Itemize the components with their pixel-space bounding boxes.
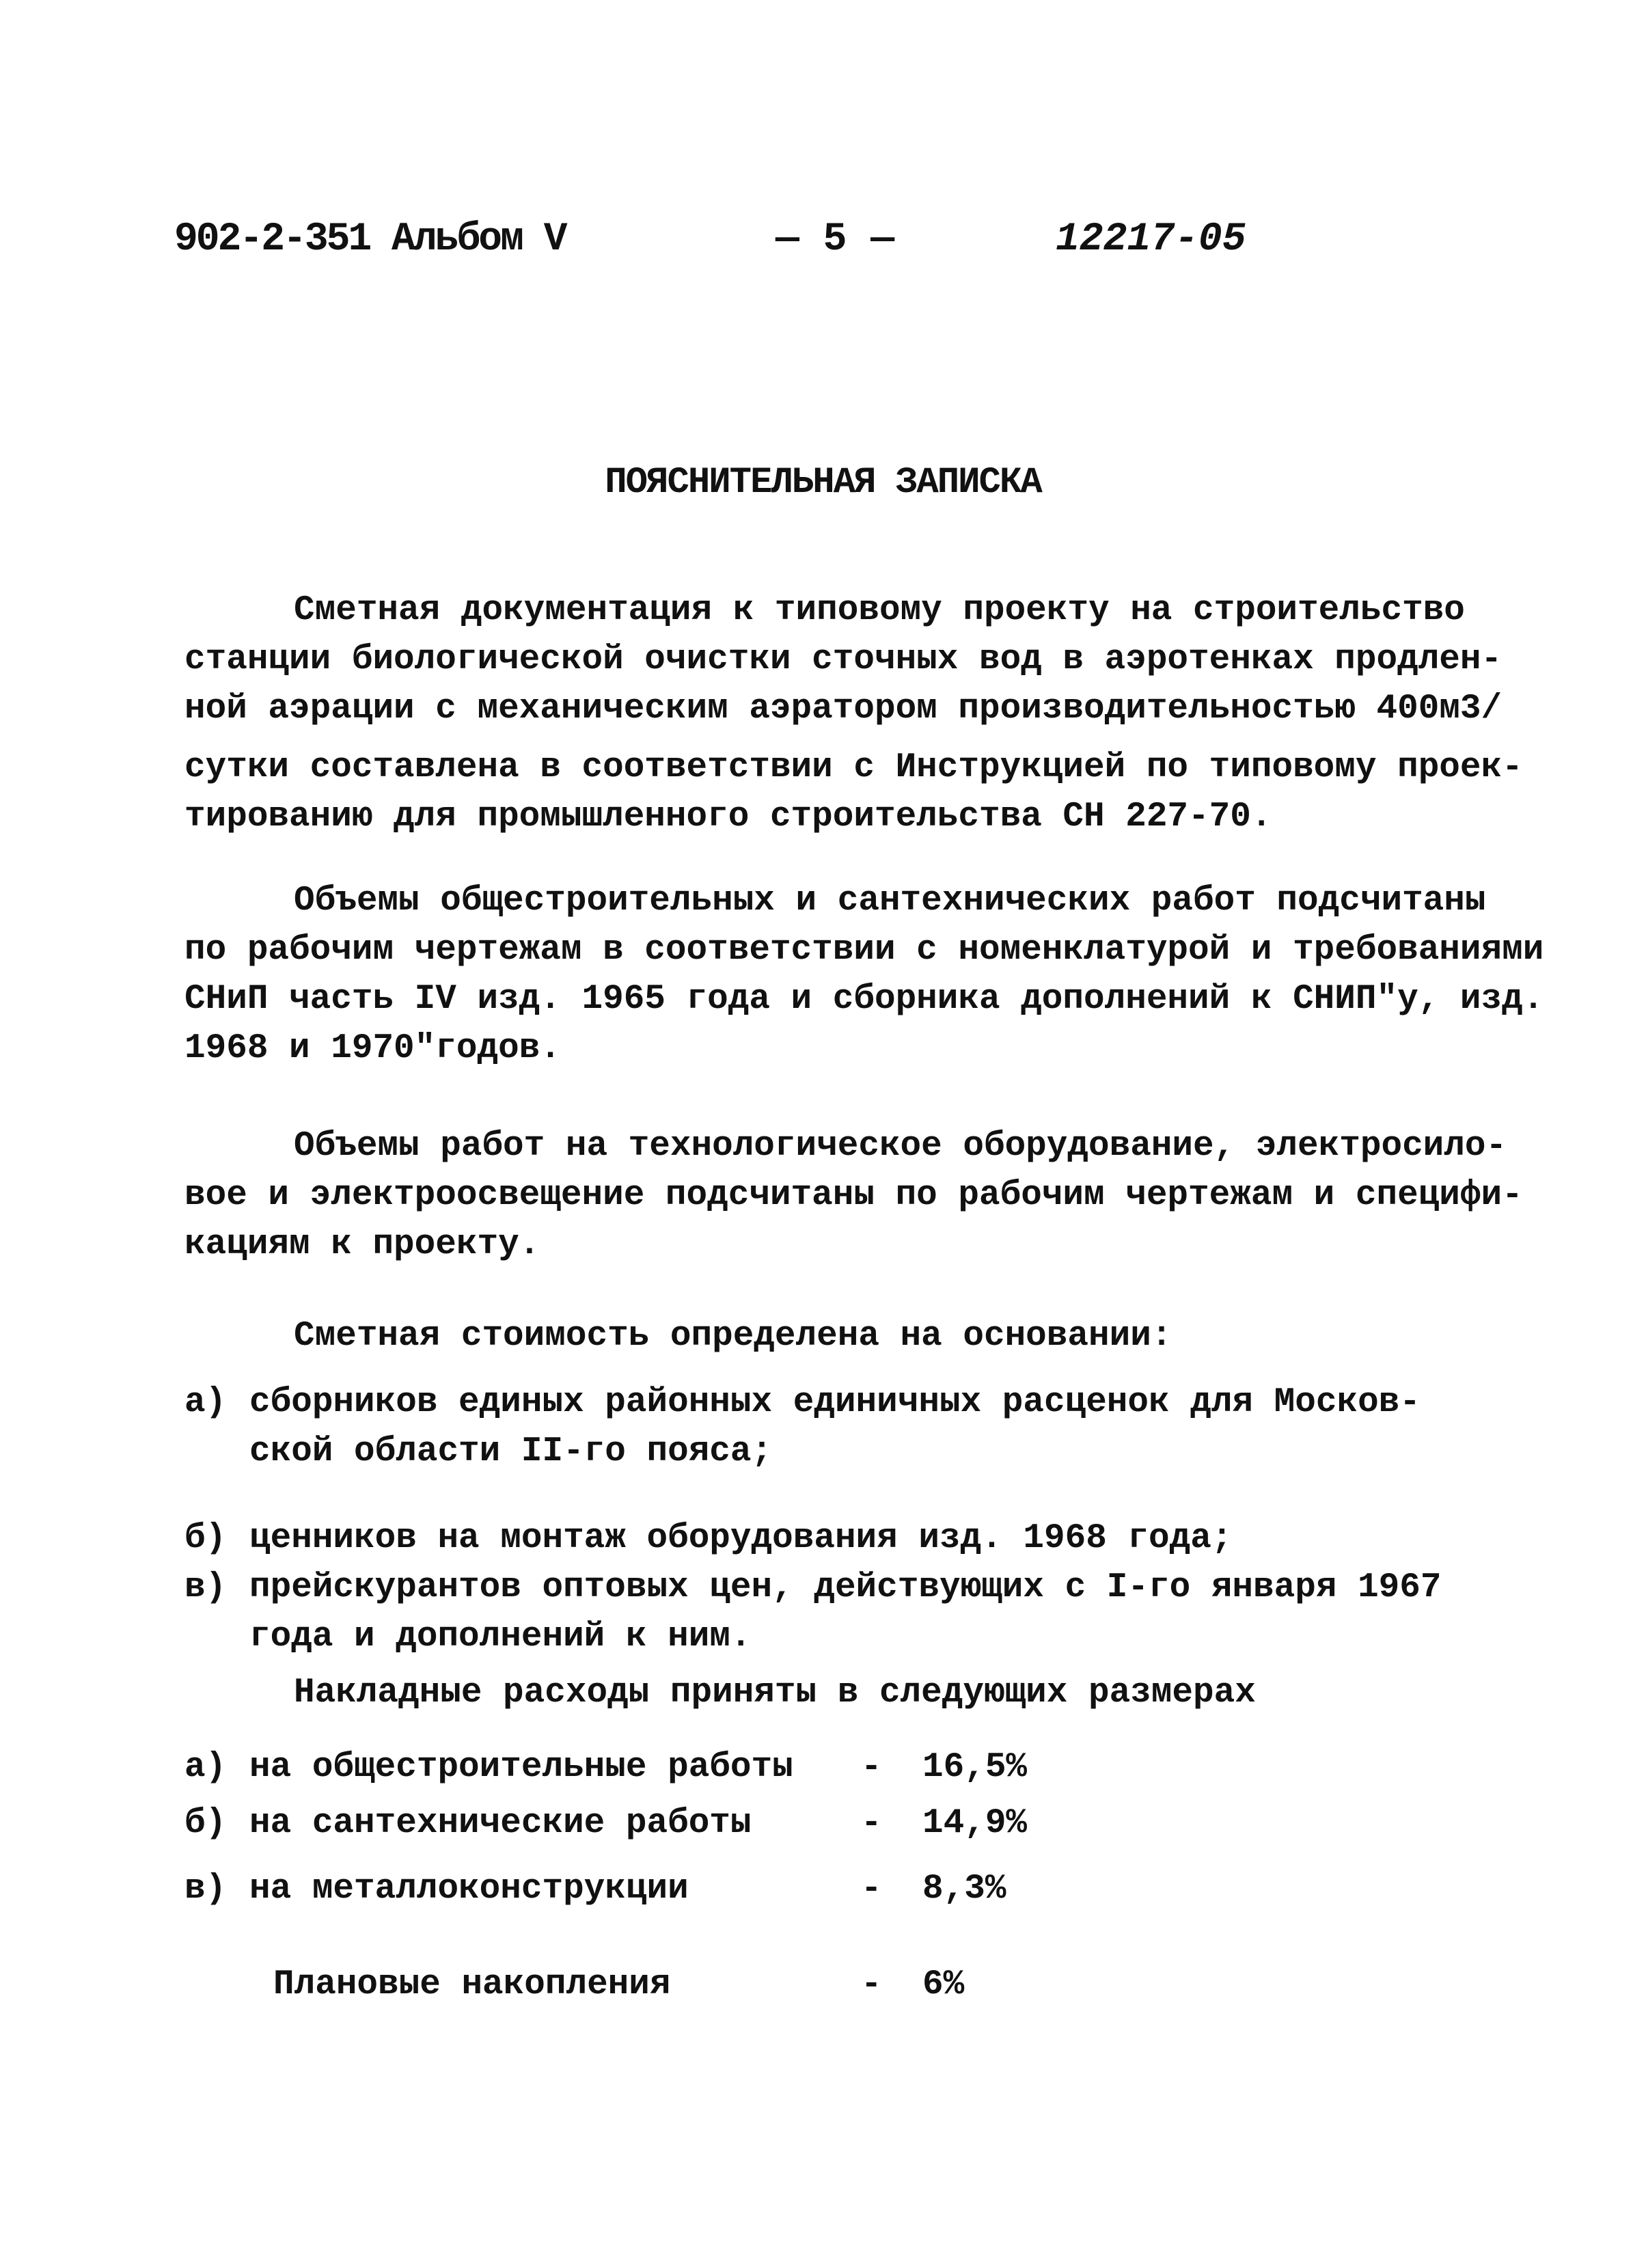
row-dash: - xyxy=(861,1804,882,1843)
text-line: года и дополнений к ним. xyxy=(249,1617,752,1656)
text-line: прейскурантов оптовых цен, действующих с I-го января 1967 xyxy=(249,1568,1442,1607)
list-item xyxy=(184,1563,1510,1662)
text-line: вое и электроосвещение подсчитаны по рабочим чертежам и специфи- xyxy=(184,1176,1523,1215)
paragraph-basis xyxy=(184,1312,1510,1361)
row-value: 16,5% xyxy=(922,1748,1028,1787)
page-title: ПОЯСНИТЕЛЬНАЯ ЗАПИСКА xyxy=(605,462,1041,504)
list-label: в) xyxy=(184,1568,227,1607)
basis-list xyxy=(184,1378,1510,1477)
overhead-row xyxy=(184,1804,1141,1860)
text-line: Объемы общестроительных и сантехнических работ подсчитаны xyxy=(294,882,1486,920)
text-line: тированию для промышленного строительства СН 227-70. xyxy=(184,797,1272,836)
list-item xyxy=(184,1378,1510,1477)
page-number: — 5 — xyxy=(776,217,895,262)
row-value: 8,3% xyxy=(922,1870,1006,1909)
row-label: а) xyxy=(184,1748,227,1787)
planned-accumulation-row xyxy=(184,1965,1141,2021)
row-dash: - xyxy=(861,1748,882,1787)
text-line: по рабочим чертежам в соответствии с номенклатурой и требованиями xyxy=(184,931,1544,970)
row-value: 14,9% xyxy=(922,1804,1028,1843)
text-line: 1968 и 1970"годов. xyxy=(184,1029,561,1068)
text-line: Накладные расходы приняты в следующих размерах xyxy=(294,1673,1256,1712)
row-label: б) xyxy=(184,1804,227,1843)
text-line: станции биологической очистки сточных вод в аэротенках продлен- xyxy=(184,640,1503,679)
paragraph-intro xyxy=(184,586,1523,842)
overhead-row xyxy=(184,1870,1141,1926)
paragraph-overheads xyxy=(184,1669,1510,1718)
inventory-number: 12217-05 xyxy=(1056,217,1246,262)
text-line: сутки составлена в соответствии с Инструкцией по типовому проек- xyxy=(184,748,1523,787)
row-dash: - xyxy=(861,1965,882,2004)
row-text: Плановые накопления xyxy=(273,1965,671,2004)
paragraph-equipment xyxy=(184,1122,1523,1270)
list-label: б) xyxy=(184,1519,227,1558)
text-line: Сметная стоимость определена на основании: xyxy=(294,1317,1172,1356)
text-line: ной аэрации с механическим аэратором производительностью 400м3/ xyxy=(184,689,1503,728)
row-value: 6% xyxy=(922,1965,965,2004)
text-line: сборников единых районных единичных расценок для Москов- xyxy=(249,1383,1421,1422)
row-text: на металлоконструкции xyxy=(249,1870,689,1909)
row-dash: - xyxy=(861,1870,882,1909)
text-line: кациям к проекту. xyxy=(184,1225,540,1264)
overhead-row xyxy=(184,1748,1141,1804)
text-line: Сметная документация к типовому проекту на строительство xyxy=(294,591,1465,630)
list-item xyxy=(184,1514,1510,1563)
text-line: ценников на монтаж оборудования изд. 1968 года; xyxy=(249,1519,1233,1558)
list-label: а) xyxy=(184,1383,227,1422)
row-text: на общестроительные работы xyxy=(249,1748,793,1787)
basis-list-continued xyxy=(184,1514,1510,1662)
text-line: ской области II-го пояса; xyxy=(249,1432,773,1471)
text-line: Объемы работ на технологическое оборудование, электросило- xyxy=(294,1127,1507,1166)
page-header xyxy=(0,217,1646,272)
doc-code: 902-2-351 Альбом V xyxy=(174,217,566,262)
row-label: в) xyxy=(184,1870,227,1909)
text-line: СНиП часть IV изд. 1965 года и сборника дополнений к СНИП"у, изд. xyxy=(184,980,1544,1019)
paragraph-volumes xyxy=(184,877,1544,1074)
row-text: на сантехнические работы xyxy=(249,1804,752,1843)
